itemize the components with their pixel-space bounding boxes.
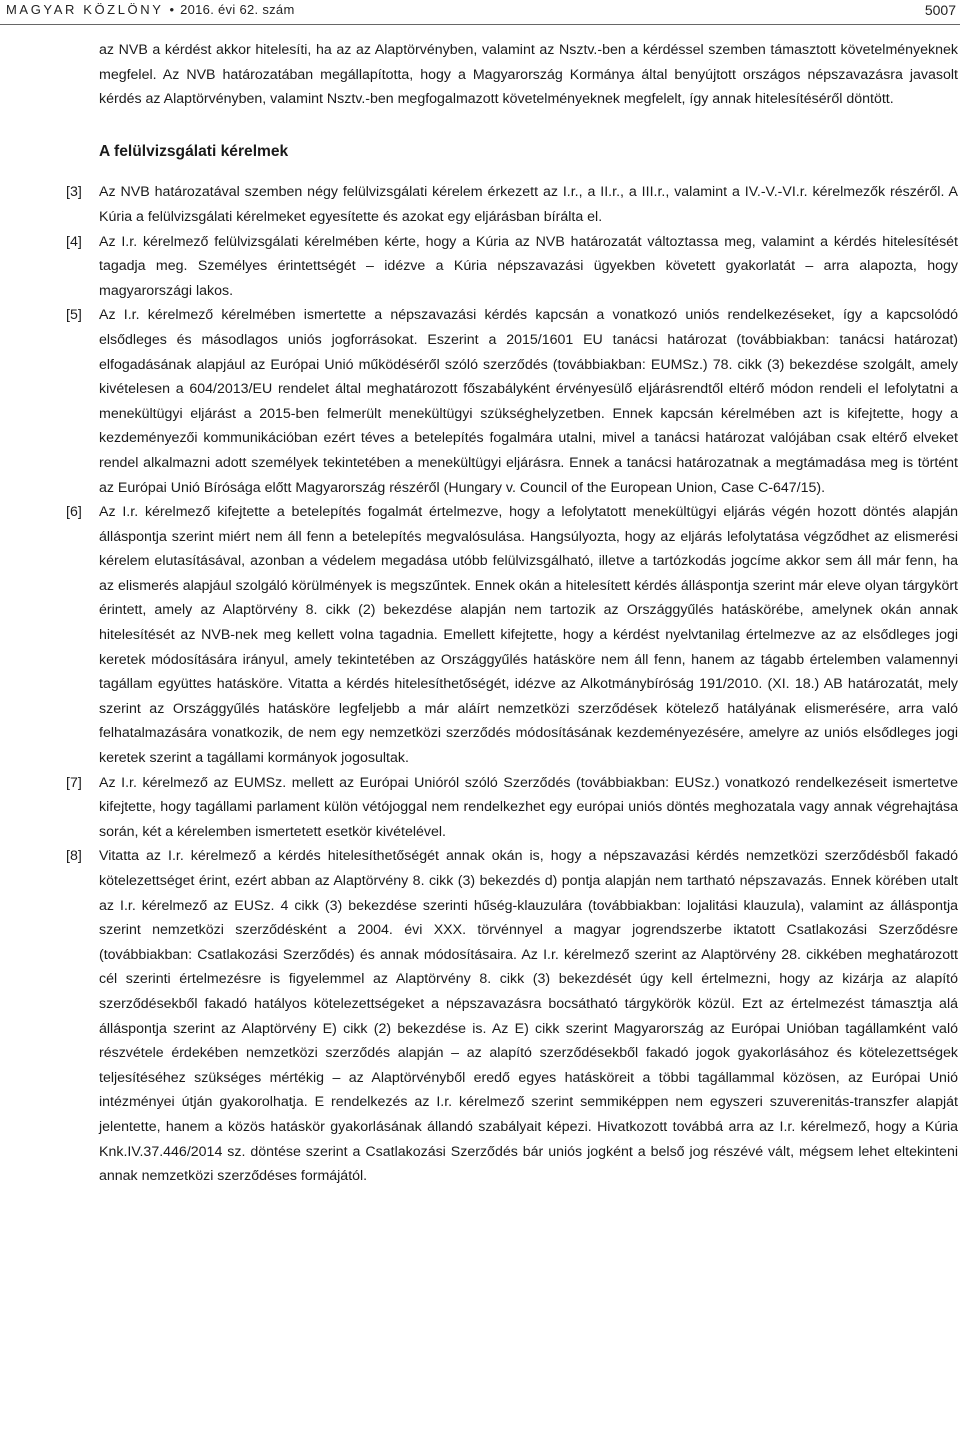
paragraph-text: Az I.r. kérelmező felülvizsgálati kérelmében kérte, hogy a Kúria az NVB határozatát változtassa meg, valamint a kérdés hitelesítését tagadja meg. Személyes érintettségét – idézve a Kúria népszavazási ügyekben követett gyakorlatát – arra alapozta, hogy magyarországi lakos. <box>99 233 958 299</box>
numbered-paragraph <box>0 230 960 304</box>
running-head <box>6 2 295 17</box>
numbered-paragraph <box>0 844 960 1188</box>
intro-paragraph: az NVB a kérdést akkor hitelesíti, ha az az Alaptörvényben, valamint az Nsztv.-ben a kérdéssel szemben támasztott követelményeknek megfelel. Az NVB határozatában megállapította, hogy a Magyarország Kormánya által benyújtott országos népszavazásra javasolt kérdés az Alaptörvényben, valamint Nsztv.-ben megfogalmazott követelményeknek megfelelt, így annak hitelesítéséről döntött. <box>99 42 958 108</box>
numbered-paragraph <box>0 303 960 500</box>
paragraph-text: Az I.r. kérelmező az EUMSz. mellett az Európai Unióról szóló Szerződés (továbbiakban: EUSz.) vonatkozó rendelkezéseit ismertetve kifejtette, hogy tagállami parlament külön vétójoggal nem rendelkezhet egy európai uniós döntés meghozatala vagy annak végrehajtása során, két a kérelemben ismertetett esetkör kivételével. <box>99 774 958 840</box>
paragraph-text: Az I.r. kérelmező kifejtette a betelepítés fogalmát értelmezve, hogy a lefolytatott menekültügyi eljárás végén hozott döntés alapján álláspontja szerint miért nem áll fenn a betelepítés megvalósulása. Hangsúlyozta, hogy az eljárás lefolytatása végződhet az elismerési kérelem elutasításával, azonban a védelem megadása utóbb felülvizsgálható, illetve a tartózkodás jogcíme akkor sem áll már fenn, ha az elismerés alapjául szolgáló körülmények is megszűntek. Ennek okán a hitelesített kérdés álláspontja szerint már eleve olyan tárgykört érintett, amely az Alaptörvény 8. cikk (2) bekezdése alapján nem tartozik az Országgyűlés hatáskörébe, amelynek okán annak hitelesítését az NVB-nek meg kellett volna tagadnia. Emellett kifejtette, hogy a kérdést nyelvtanilag értelmezve az az elsődleges jogi keretek módosítására irányul, amely tekintetében az Országgyűlés hatásköre nem áll fenn, hanem az tágabb értelemben valamennyi tagállam együttes hatásköre. Vitatta a kérdés hitelesíthetőségét, idézve az Alkotmánybíróság 191/2010. (XI. 18.) AB határozatát, mely szerint az Országgyűlés hatásköre legfeljebb a már aláírt nemzetközi szerződések kötelező hatályának elismerésére, arra való felhatalmazására vonatkozik, de nem egy nemzetközi szerződés módosításának kezdeményezésére, amelyre az uniós elsődleges jogi keretek szerint a tagállami kormányok jogosultak. <box>99 504 958 767</box>
issue-label: 2016. évi 62. szám <box>180 2 295 17</box>
paragraph-number: [6] <box>66 504 82 521</box>
section-heading: A felülvizsgálati kérelmek <box>99 142 289 160</box>
page-header <box>0 0 960 26</box>
document-body <box>0 38 960 1189</box>
paragraph-number: [8] <box>66 848 82 865</box>
paragraph-text: Az NVB határozatával szemben négy felülvizsgálati kérelem érkezett az I.r., a II.r., a III.r., valamint a IV.-V.-VI.r. kérelmezők részéről. A Kúria a felülvizsgálati kérelmeket egyesítette és azokat egy eljárásban bírálta el. <box>99 184 958 225</box>
numbered-paragraph <box>0 500 960 771</box>
header-divider <box>0 24 960 25</box>
journal-title: MAGYAR KÖZLÖNY <box>6 2 164 17</box>
paragraph-text: Vitatta az I.r. kérelmező a kérdés hitelesíthetőségét annak okán is, hogy a népszavazási kérdés nemzetközi szerződésből fakadó kötelezettséget érint, ezért abban az Alaptörvény 8. cikk (3) bekezdés d) pontja alapján nem tartható népszavazás. Ennek körében utalt az I.r. kérelmező az EUSz. 4 cikk (3) bekezdése szerinti hűség-klauzulára (továbbiakban: lojalitási klauzula), valamint az álláspontja szerint nemzetközi szerződésként a 2004. évi XXX. törvénnyel a magyar jogrendszerbe iktatott Csatlakozási Szerződésre (továbbiakban: Csatlakozási Szerződés) és annak módosításaira. Az I.r. kérelmező szerint az Alaptörvény 28. cikkében meghatározott cél szerinti értelmezésre is figyelemmel az Alaptörvény 8. cikk (3) bekezdését úgy kell értelmezni, hogy az kizárja az alapító szerződésekből fakadó hatályos kötelezettségeket a népszavazásra bocsátható tárgykörök közül. Ezt az értelmezést támasztja alá álláspontja szerint az Alaptörvény E) cikk (2) bekezdése is. Az E) cikk szerint Magyarország az Európai Unióban tagállamként való részvétele érdekében nemzetközi szerződés alapján – az alapító szerződésekből fakadó jogok gyakorlásához és kötelezettségek teljesítéséhez szükséges mértékig – az Alaptörvényből eredő egyes hatásköreit a többi tagállammal közösen, az Európai Unió intézményei útján gyakorolhatja. E rendelkezés az I.r. kérelmező szerint semmiképpen nem egyszeri szuverenitás-transzfer alapját jelentette, hanem a közös hatáskör gyakorlásának állandó szabályait képezi. Hivatkozott továbbá arra az I.r. kérelmező, hogy a Kúria Knk.IV.37.446/2014 sz. döntése szerint a Csatlakozási Szerződés bár uniós jogként a belső jog részévé vált, mégsem lehet eltekinteni annak nemzetközi szerződéses formájától. <box>99 848 958 1185</box>
paragraph-number: [3] <box>66 184 82 201</box>
numbered-paragraph <box>0 180 960 229</box>
paragraph-text: Az I.r. kérelmező kérelmében ismertette a népszavazási kérdés kapcsán a vonatkozó uniós rendelkezéseket, így a kapcsolódó elsődleges és másodlagos uniós jogforrásokat. Eszerint a 2015/1601 EU tanácsi határozat (továbbiakban: tanácsi határozat) elfogadásának alapjául az Európai Unió működéséről szóló szerződés (továbbiakban: EUMSz.) 78. cikk (3) bekezdése szolgált, amely kivételesen a 604/2013/EU rendelet által meghatározott főszabályként érvényesülő eljárásrendtől eltérő módon rendeli el lefolytatni a menekültügyi eljárást a 2015-ben felmerült menekültügyi szükséghelyzetben. Ennek kapcsán kérelmében azt is kifejtette, hogy a kezdeményezői kommunikációban ezért téves a betelepítés fogalmára utalni, mivel a tanácsi határozat valójában csak eltérő elveket rendel alkalmazni adott személyek tekintetében a menekültügyi eljárásra. Ennek a tanácsi határozatnak a megtámadása meg is történt az Európai Unió Bírósága előtt Magyarország részéről (Hungary v. Council of the European Union, Case C-647/15). <box>99 307 958 496</box>
page-number: 5007 <box>924 2 956 18</box>
separator-bullet: • <box>169 2 175 17</box>
paragraph-number: [5] <box>66 307 82 324</box>
paragraph-number: [7] <box>66 774 82 791</box>
paragraph-number: [4] <box>66 233 82 250</box>
numbered-paragraph <box>0 771 960 845</box>
